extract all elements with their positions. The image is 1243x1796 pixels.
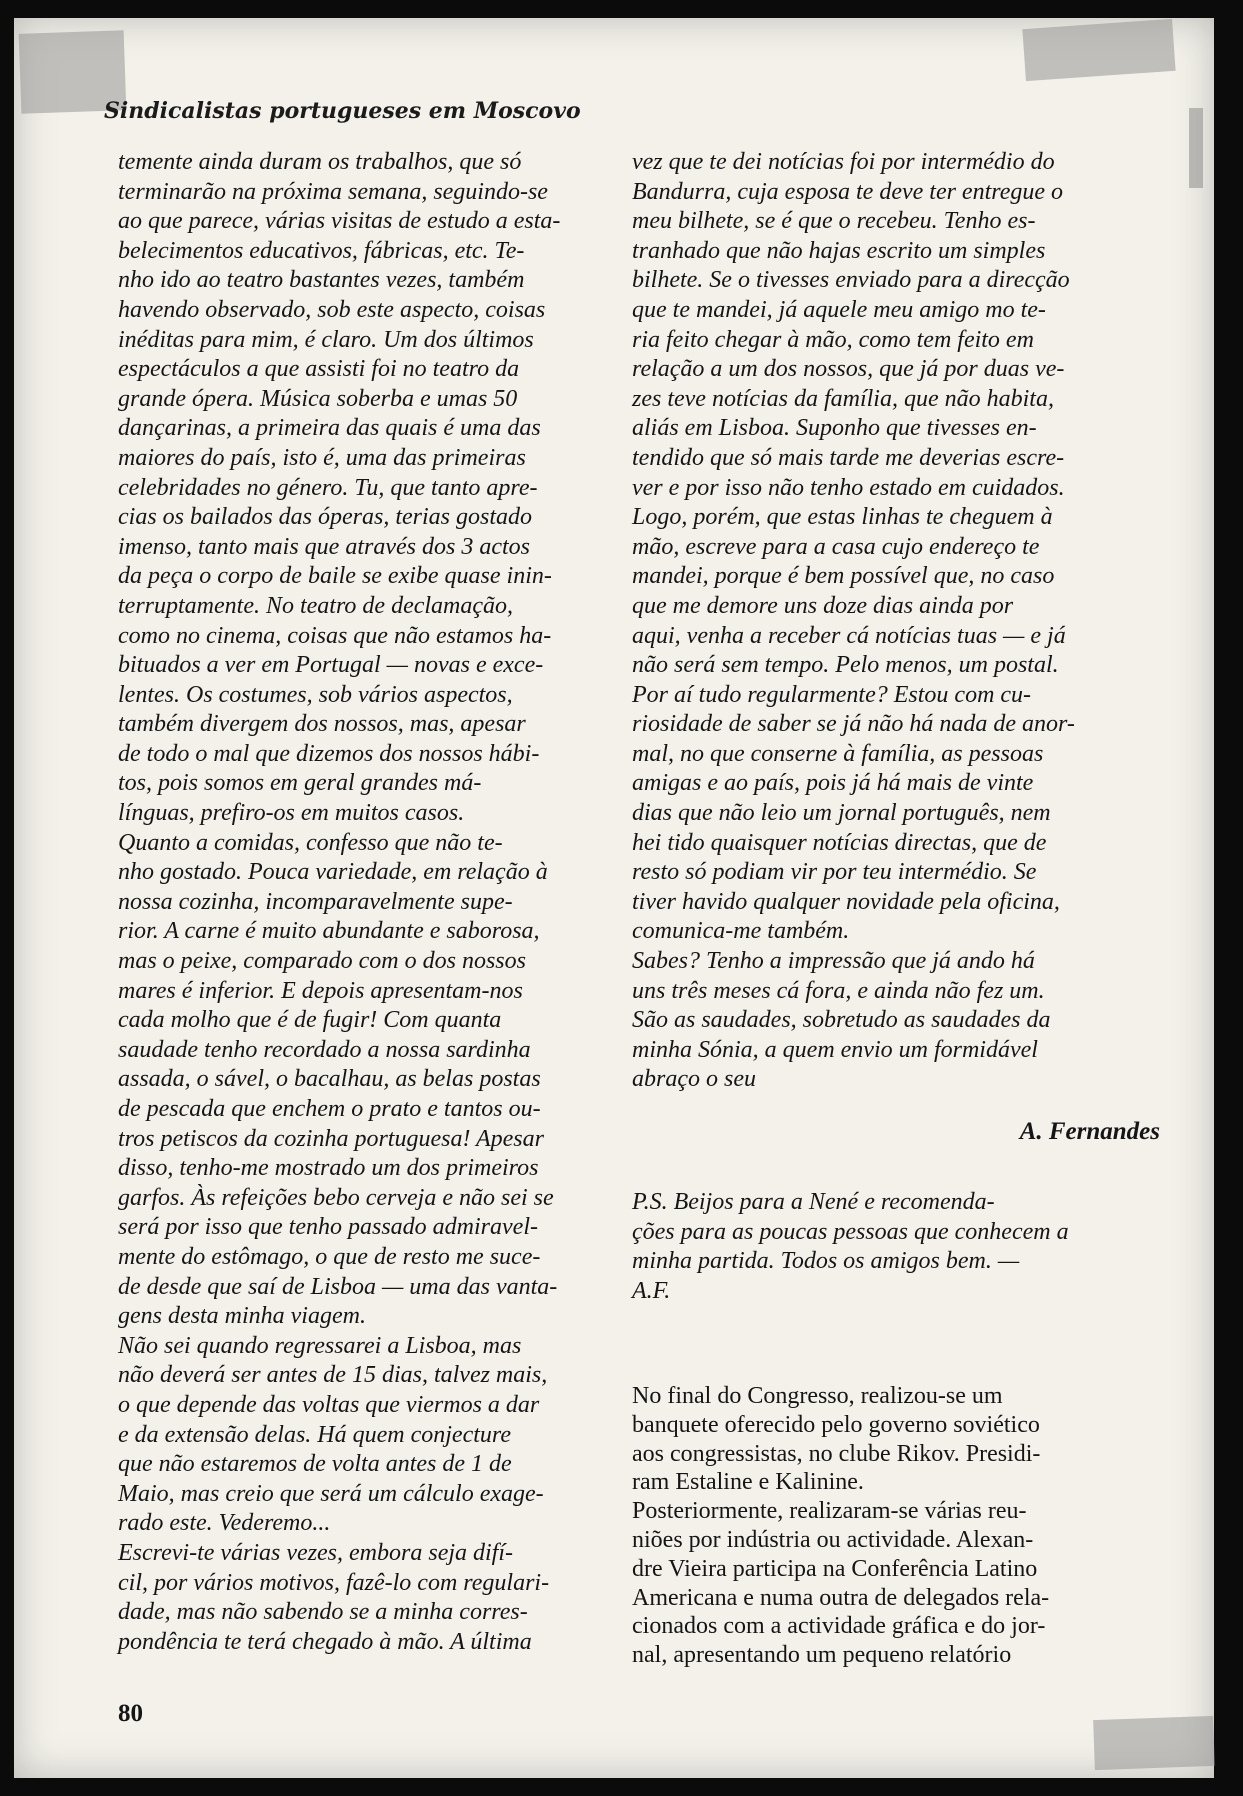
text-line: da peça o corpo de baile se exibe quase inin- [118, 563, 552, 590]
text-line: ver e por isso não tenho estado em cuidados. [632, 474, 1065, 501]
text-line: tendido que só mais tarde me deverias escre- [632, 444, 1065, 471]
text-line: vez que te dei notícias foi por intermédio do [632, 149, 1055, 175]
text-line: Maio, mas creio que será um cálculo exage- [118, 1480, 544, 1507]
text-line: aliás em Lisboa. Suponho que tivesses en- [632, 415, 1037, 442]
text-line: minha partida. Todos os amigos bem. — [632, 1248, 1020, 1275]
text-line: rior. A carne é muito abundante e saborosa, [118, 918, 540, 945]
text-line: Por aí tudo regularmente? Estou com cu- [632, 681, 1032, 708]
tape-bottom-right [1093, 1716, 1215, 1770]
text-line: cionados com a actividade gráfica e do jor- [632, 1613, 1046, 1640]
text-line: nal, apresentando um pequeno relatório [632, 1642, 1012, 1669]
text-line: Não sei quando regressarei a Lisboa, mas [118, 1332, 522, 1359]
text-line: Posteriormente, realizaram-se várias reu- [632, 1498, 1027, 1525]
text-line: mas o peixe, comparado com o dos nossos [118, 948, 526, 975]
text-line: será por isso que tenho passado admiravel- [118, 1214, 538, 1241]
text-line: nho ido ao teatro bastantes vezes, também [118, 267, 525, 294]
text-line: rado este. Vederemo... [118, 1510, 331, 1537]
text-line: não deverá ser antes de 15 dias, talvez mais, [118, 1362, 548, 1389]
text-line: aqui, venha a receber cá notícias tuas — e já [632, 622, 1066, 649]
scan-mark [1189, 108, 1203, 188]
left-column [118, 148, 638, 1657]
text-line: cil, por vários motivos, fazê-lo com regulari- [118, 1569, 550, 1596]
right-column-letter [632, 148, 1152, 1095]
text-line: e da extensão delas. Há quem conjecture [118, 1421, 511, 1448]
text-line: meu bilhete, se é que o recebeu. Tenho es- [632, 208, 1036, 235]
postscript [632, 1188, 1152, 1306]
text-line: bituados a ver em Portugal — novas e exce- [118, 652, 544, 679]
text-line: nho gostado. Pouca variedade, em relação à [118, 859, 548, 886]
text-line: que te mandei, já aquele meu amigo mo te- [632, 296, 1046, 323]
text-line: amigas e ao país, pois já há mais de vinte [632, 770, 1034, 797]
text-line: terminarão na próxima semana, seguindo-se [118, 178, 548, 205]
text-line: celebridades no género. Tu, que tanto apre- [118, 474, 538, 501]
text-line: tranhado que não hajas escrito um simples [632, 237, 1046, 264]
right-column-narrative [632, 1382, 1152, 1670]
text-line: terruptamente. No teatro de declamação, [118, 592, 514, 619]
text-line: cada molho que é de fugir! Com quanta [118, 1007, 502, 1034]
text-line: São as saudades, sobretudo as saudades da [632, 1007, 1051, 1034]
text-line: que não estaremos de volta antes de 1 de [118, 1451, 512, 1478]
signature: A. Fernandes [1019, 1118, 1160, 1145]
text-line: zes teve notícias da família, que não habita, [632, 385, 1054, 412]
text-line: ram Estaline e Kalinine. [632, 1469, 864, 1496]
text-line: lentes. Os costumes, sob vários aspectos, [118, 681, 513, 708]
text-line: banquete oferecido pelo governo soviético [632, 1411, 1040, 1438]
text-line: uns três meses cá fora, e ainda não fez um. [632, 977, 1045, 1004]
text-line: disso, tenho-me mostrado um dos primeiros [118, 1155, 539, 1182]
text-line: resto só podiam vir por teu intermédio. Se [632, 859, 1037, 886]
text-line: hei tido quaisquer notícias directas, que de [632, 829, 1047, 856]
text-line: bilhete. Se o tivesses enviado para a direcção [632, 267, 1070, 294]
text-line: imenso, tanto mais que através dos 3 actos [118, 533, 530, 560]
text-line: mares é inferior. E depois apresentam-nos [118, 977, 523, 1004]
text-line: garfos. Às refeições bebo cerveja e não sei se [118, 1184, 554, 1211]
text-line: também divergem dos nossos, mas, apesar [118, 711, 526, 738]
text-line: não será sem tempo. Pelo menos, um postal. [632, 652, 1059, 679]
text-line: de pescada que enchem o prato e tantos ou- [118, 1096, 541, 1122]
text-line: saudade tenho recordado a nossa sardinha [118, 1036, 531, 1063]
text-line: maiores do país, isto é, uma das primeiras [118, 444, 526, 471]
text-line: Americana e numa outra de delegados rela- [632, 1584, 1050, 1611]
text-line: Quanto a comidas, confesso que não te- [118, 829, 503, 856]
text-line: ções para as poucas pessoas que conhecem a [632, 1218, 1069, 1245]
text-line: tiver havido qualquer novidade pela oficina, [632, 888, 1060, 915]
text-line: minha Sónia, a quem envio um formidável [632, 1036, 1038, 1063]
text-line: No final do Congresso, realizou-se um [632, 1383, 1003, 1409]
text-line: comunica-me também. [632, 918, 850, 945]
text-line: aos congressistas, no clube Rikov. Presidi- [632, 1440, 1041, 1467]
page-number: 80 [118, 1700, 143, 1727]
text-line: que me demore uns doze dias ainda por [632, 592, 1014, 619]
text-line: dias que não leio um jornal português, nem [632, 800, 1051, 827]
text-line: ao que parece, várias visitas de estudo a esta- [118, 208, 561, 235]
text-line: mão, escreve para a casa cujo endereço te [632, 533, 1040, 560]
text-line: grande ópera. Música soberba e umas 50 [118, 385, 518, 412]
text-line: Sabes? Tenho a impressão que já ando há [632, 948, 1035, 975]
text-line: Bandurra, cuja esposa te deve ter entregue o [632, 178, 1064, 205]
text-line: niões por indústria ou actividade. Alexan- [632, 1526, 1034, 1553]
text-line: como no cinema, coisas que não estamos ha- [118, 622, 552, 649]
text-line: havendo observado, sob este aspecto, coisas [118, 296, 546, 323]
text-line: línguas, prefiro-os em muitos casos. [118, 800, 465, 827]
text-line: riosidade de saber se já não há nada de anor- [632, 711, 1075, 738]
text-line: tros petiscos da cozinha portuguesa! Apesar [118, 1125, 544, 1152]
tape-top-right [1022, 19, 1175, 81]
text-line: cias os bailados das óperas, terias gostado [118, 504, 533, 531]
text-line: dade, mas não sabendo se a minha corres- [118, 1599, 528, 1626]
text-line: relação a um dos nossos, que já por duas ve- [632, 356, 1065, 383]
text-line: A.F. [632, 1277, 671, 1304]
text-line: ria feito chegar à mão, como tem feito em [632, 326, 1034, 353]
text-line: abraço o seu [632, 1066, 756, 1093]
text-line: P.S. Beijos para a Nené e recomenda- [632, 1189, 995, 1215]
text-line: de todo o mal que dizemos dos nossos hábi- [118, 740, 540, 767]
text-line: o que depende das voltas que viermos a dar [118, 1391, 540, 1418]
text-line: Escrevi-te várias vezes, embora seja difí- [118, 1539, 514, 1566]
text-line: espectáculos a que assisti foi no teatro da [118, 356, 520, 383]
text-line: inéditas para mim, é claro. Um dos últimos [118, 326, 534, 353]
text-line: temente ainda duram os trabalhos, que só [118, 149, 522, 175]
text-line: mal, no que conserne à família, as pessoas [632, 740, 1044, 767]
text-line: mandei, porque é bem possível que, no caso [632, 563, 1055, 590]
text-line: Logo, porém, que estas linhas te cheguem à [632, 504, 1053, 531]
text-line: pondência te terá chegado à mão. A última [118, 1628, 532, 1655]
text-line: gens desta minha viagem. [118, 1303, 366, 1330]
text-line: mente do estômago, o que de resto me suce- [118, 1243, 541, 1270]
text-line: belecimentos educativos, fábricas, etc. Te- [118, 237, 525, 264]
text-line: tos, pois somos em geral grandes má- [118, 770, 482, 797]
text-line: assada, o sável, o bacalhau, as belas postas [118, 1066, 541, 1093]
running-header: Sindicalistas portugueses em Moscovo [104, 98, 581, 124]
text-line: dançarinas, a primeira das quais é uma das [118, 415, 541, 442]
text-line: dre Vieira participa na Conferência Latino [632, 1555, 1038, 1582]
text-line: nossa cozinha, incomparavelmente supe- [118, 888, 513, 915]
text-line: de desde que saí de Lisboa — uma das vanta- [118, 1273, 558, 1300]
